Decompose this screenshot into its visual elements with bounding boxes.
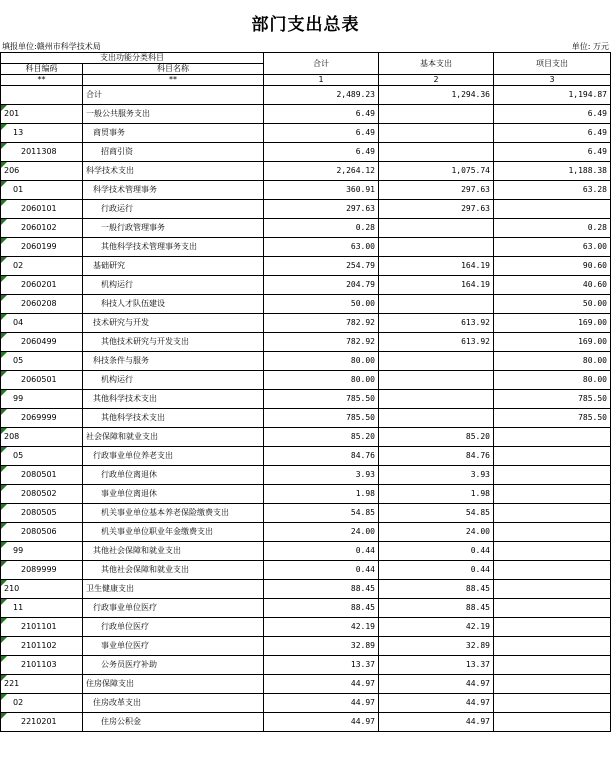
name-cell: 技术研究与开发 — [83, 314, 264, 333]
name-cell: 其他科学技术支出 — [83, 390, 264, 409]
name-cell: 科技人才队伍建设 — [83, 295, 264, 314]
basic-cell: 1,075.74 — [379, 162, 494, 181]
code-cell: 2080501 — [1, 466, 83, 485]
table-row — [1, 162, 611, 181]
header-index-project: 3 — [494, 75, 611, 86]
code-cell: 05 — [1, 352, 83, 371]
project-cell: 63.00 — [494, 238, 611, 257]
total-cell: 84.76 — [264, 447, 379, 466]
total-cell: 6.49 — [264, 105, 379, 124]
total-cell: 88.45 — [264, 580, 379, 599]
code-cell: 2011308 — [1, 143, 83, 162]
name-cell: 一般行政管理事务 — [83, 219, 264, 238]
name-cell: 机关事业单位基本养老保险缴费支出 — [83, 504, 264, 523]
name-cell: 其他社会保障和就业支出 — [83, 561, 264, 580]
total-cell: 297.63 — [264, 200, 379, 219]
code-cell: 2089999 — [1, 561, 83, 580]
code-cell: 2060101 — [1, 200, 83, 219]
total-cell: 3.93 — [264, 466, 379, 485]
total-cell: 360.91 — [264, 181, 379, 200]
basic-cell — [379, 143, 494, 162]
cell-marker-icon — [1, 124, 7, 130]
basic-cell: 297.63 — [379, 200, 494, 219]
project-cell: 90.60 — [494, 257, 611, 276]
table-row — [1, 466, 611, 485]
basic-cell: 0.44 — [379, 542, 494, 561]
basic-cell: 0.44 — [379, 561, 494, 580]
code-cell: 11 — [1, 599, 83, 618]
cell-marker-icon — [1, 390, 7, 396]
code-cell: 2080505 — [1, 504, 83, 523]
project-cell: 169.00 — [494, 333, 611, 352]
code-cell: 2101103 — [1, 656, 83, 675]
total-cell: 63.00 — [264, 238, 379, 257]
cell-marker-icon — [1, 523, 7, 529]
name-cell: 机构运行 — [83, 371, 264, 390]
cell-marker-icon — [1, 295, 7, 301]
name-cell: 其他社会保障和就业支出 — [83, 542, 264, 561]
code-cell: 206 — [1, 162, 83, 181]
project-cell — [494, 656, 611, 675]
table-row — [1, 105, 611, 124]
cell-marker-icon — [1, 447, 7, 453]
project-cell — [494, 428, 611, 447]
reporting-unit-label: 填报单位:赣州市科学技术局 — [2, 42, 101, 51]
table-row — [1, 675, 611, 694]
total-cell: 0.44 — [264, 542, 379, 561]
total-cell: 44.97 — [264, 694, 379, 713]
name-cell: 行政事业单位医疗 — [83, 599, 264, 618]
name-cell: 住房改革支出 — [83, 694, 264, 713]
basic-cell: 1,294.36 — [379, 86, 494, 105]
project-cell: 40.60 — [494, 276, 611, 295]
cell-marker-icon — [1, 561, 7, 567]
header-name: 科目名称 — [83, 64, 264, 75]
project-cell: 1,188.38 — [494, 162, 611, 181]
basic-cell: 3.93 — [379, 466, 494, 485]
total-cell: 80.00 — [264, 371, 379, 390]
table-row — [1, 561, 611, 580]
table-row — [1, 143, 611, 162]
project-cell: 50.00 — [494, 295, 611, 314]
project-cell: 6.49 — [494, 124, 611, 143]
project-cell — [494, 200, 611, 219]
cell-marker-icon — [1, 504, 7, 510]
name-cell: 合计 — [83, 86, 264, 105]
cell-marker-icon — [1, 542, 7, 548]
code-cell: 2060201 — [1, 276, 83, 295]
cell-marker-icon — [1, 675, 7, 681]
total-cell: 254.79 — [264, 257, 379, 276]
code-cell: 2060501 — [1, 371, 83, 390]
code-cell: 99 — [1, 542, 83, 561]
name-cell: 住房保障支出 — [83, 675, 264, 694]
cell-marker-icon — [1, 466, 7, 472]
code-cell: 2080502 — [1, 485, 83, 504]
total-cell: 44.97 — [264, 675, 379, 694]
total-cell: 88.45 — [264, 599, 379, 618]
header-index-total: 1 — [264, 75, 379, 86]
basic-cell: 24.00 — [379, 523, 494, 542]
header-code-star: ** — [1, 75, 83, 86]
name-cell: 招商引资 — [83, 143, 264, 162]
basic-cell: 88.45 — [379, 599, 494, 618]
code-cell: 210 — [1, 580, 83, 599]
project-cell: 80.00 — [494, 352, 611, 371]
cell-marker-icon — [1, 276, 7, 282]
code-cell: 2060102 — [1, 219, 83, 238]
basic-cell: 164.19 — [379, 257, 494, 276]
table-row — [1, 485, 611, 504]
name-cell: 其他技术研究与开发支出 — [83, 333, 264, 352]
currency-unit-label: 单位: 万元 — [571, 42, 609, 51]
header-basic: 基本支出 — [379, 53, 494, 75]
header-name-star: ** — [83, 75, 264, 86]
name-cell: 行政运行 — [83, 200, 264, 219]
cell-marker-icon — [1, 371, 7, 377]
code-cell: 2060208 — [1, 295, 83, 314]
basic-cell: 613.92 — [379, 333, 494, 352]
total-cell: 782.92 — [264, 333, 379, 352]
project-cell — [494, 466, 611, 485]
cell-marker-icon — [1, 333, 7, 339]
code-cell: 13 — [1, 124, 83, 143]
code-cell: 05 — [1, 447, 83, 466]
table-row — [1, 447, 611, 466]
cell-marker-icon — [1, 200, 7, 206]
name-cell: 基础研究 — [83, 257, 264, 276]
header-project: 项目支出 — [494, 53, 611, 75]
total-cell: 80.00 — [264, 352, 379, 371]
basic-cell: 42.19 — [379, 618, 494, 637]
total-cell: 0.28 — [264, 219, 379, 238]
total-cell: 42.19 — [264, 618, 379, 637]
cell-marker-icon — [1, 580, 7, 586]
cell-marker-icon — [1, 656, 7, 662]
basic-cell: 164.19 — [379, 276, 494, 295]
code-cell: 02 — [1, 694, 83, 713]
project-cell: 63.28 — [494, 181, 611, 200]
cell-marker-icon — [1, 637, 7, 643]
code-cell: 99 — [1, 390, 83, 409]
code-cell: 221 — [1, 675, 83, 694]
name-cell: 卫生健康支出 — [83, 580, 264, 599]
name-cell: 其他科学技术管理事务支出 — [83, 238, 264, 257]
project-cell — [494, 713, 611, 732]
expenditure-table — [0, 52, 611, 732]
total-cell: 782.92 — [264, 314, 379, 333]
table-header — [1, 53, 611, 86]
cell-marker-icon — [1, 618, 7, 624]
total-cell: 1.98 — [264, 485, 379, 504]
project-cell — [494, 675, 611, 694]
code-cell: 208 — [1, 428, 83, 447]
cell-marker-icon — [1, 162, 7, 168]
name-cell: 行政单位离退休 — [83, 466, 264, 485]
code-cell: 2060199 — [1, 238, 83, 257]
code-cell: 04 — [1, 314, 83, 333]
table-row — [1, 124, 611, 143]
code-cell: 2101101 — [1, 618, 83, 637]
code-cell: 01 — [1, 181, 83, 200]
basic-cell: 88.45 — [379, 580, 494, 599]
cell-marker-icon — [1, 219, 7, 225]
project-cell — [494, 542, 611, 561]
name-cell: 行政单位医疗 — [83, 618, 264, 637]
code-cell — [1, 86, 83, 105]
table-row — [1, 238, 611, 257]
cell-marker-icon — [1, 314, 7, 320]
total-cell: 85.20 — [264, 428, 379, 447]
basic-cell: 32.89 — [379, 637, 494, 656]
header-total: 合计 — [264, 53, 379, 75]
code-cell: 2080506 — [1, 523, 83, 542]
table-row — [1, 200, 611, 219]
cell-marker-icon — [1, 599, 7, 605]
code-cell: 2101102 — [1, 637, 83, 656]
name-cell: 行政事业单位养老支出 — [83, 447, 264, 466]
cell-marker-icon — [1, 352, 7, 358]
cell-marker-icon — [1, 485, 7, 491]
basic-cell: 44.97 — [379, 694, 494, 713]
total-cell: 785.50 — [264, 409, 379, 428]
basic-cell: 13.37 — [379, 656, 494, 675]
table-row — [1, 314, 611, 333]
total-cell: 13.37 — [264, 656, 379, 675]
name-cell: 机关事业单位职业年金缴费支出 — [83, 523, 264, 542]
cell-marker-icon — [1, 428, 7, 434]
total-cell: 0.44 — [264, 561, 379, 580]
project-cell: 6.49 — [494, 143, 611, 162]
cell-marker-icon — [1, 181, 7, 187]
code-cell: 2210201 — [1, 713, 83, 732]
table-row — [1, 713, 611, 732]
table-row — [1, 409, 611, 428]
name-cell: 社会保障和就业支出 — [83, 428, 264, 447]
table-row — [1, 656, 611, 675]
basic-cell — [379, 124, 494, 143]
project-cell: 785.50 — [494, 409, 611, 428]
project-cell: 785.50 — [494, 390, 611, 409]
project-cell — [494, 637, 611, 656]
project-cell — [494, 523, 611, 542]
table-row — [1, 599, 611, 618]
name-cell: 公务员医疗补助 — [83, 656, 264, 675]
basic-cell: 1.98 — [379, 485, 494, 504]
table-row — [1, 390, 611, 409]
basic-cell — [379, 371, 494, 390]
name-cell: 科学技术管理事务 — [83, 181, 264, 200]
table-row — [1, 219, 611, 238]
table-row — [1, 257, 611, 276]
total-cell: 24.00 — [264, 523, 379, 542]
name-cell: 科技条件与服务 — [83, 352, 264, 371]
project-cell — [494, 694, 611, 713]
project-cell: 0.28 — [494, 219, 611, 238]
total-cell: 32.89 — [264, 637, 379, 656]
header-code: 科目编码 — [1, 64, 83, 75]
cell-marker-icon — [1, 143, 7, 149]
name-cell: 商贸事务 — [83, 124, 264, 143]
project-cell: 169.00 — [494, 314, 611, 333]
total-cell: 6.49 — [264, 124, 379, 143]
total-cell: 2,489.23 — [264, 86, 379, 105]
cell-marker-icon — [1, 409, 7, 415]
table-row — [1, 333, 611, 352]
basic-cell — [379, 352, 494, 371]
name-cell: 事业单位离退休 — [83, 485, 264, 504]
project-cell — [494, 561, 611, 580]
code-cell: 201 — [1, 105, 83, 124]
table-row — [1, 580, 611, 599]
name-cell: 机构运行 — [83, 276, 264, 295]
basic-cell: 84.76 — [379, 447, 494, 466]
cell-marker-icon — [1, 713, 7, 719]
basic-cell: 297.63 — [379, 181, 494, 200]
name-cell: 事业单位医疗 — [83, 637, 264, 656]
basic-cell — [379, 105, 494, 124]
table-body — [1, 86, 611, 732]
total-cell: 785.50 — [264, 390, 379, 409]
table-row — [1, 181, 611, 200]
table-row — [1, 504, 611, 523]
name-cell: 一般公共服务支出 — [83, 105, 264, 124]
cell-marker-icon — [1, 257, 7, 263]
project-cell — [494, 485, 611, 504]
table-row — [1, 86, 611, 105]
basic-cell — [379, 219, 494, 238]
project-cell — [494, 504, 611, 523]
total-cell: 204.79 — [264, 276, 379, 295]
table-row — [1, 618, 611, 637]
table-row — [1, 523, 611, 542]
header-index-basic: 2 — [379, 75, 494, 86]
table-row — [1, 276, 611, 295]
project-cell: 6.49 — [494, 105, 611, 124]
name-cell: 住房公积金 — [83, 713, 264, 732]
name-cell: 其他科学技术支出 — [83, 409, 264, 428]
table-row — [1, 428, 611, 447]
basic-cell — [379, 238, 494, 257]
cell-marker-icon — [1, 105, 7, 111]
table-row — [1, 352, 611, 371]
basic-cell: 85.20 — [379, 428, 494, 447]
project-cell — [494, 599, 611, 618]
basic-cell: 44.97 — [379, 713, 494, 732]
basic-cell — [379, 409, 494, 428]
basic-cell: 44.97 — [379, 675, 494, 694]
table-row — [1, 295, 611, 314]
name-cell: 科学技术支出 — [83, 162, 264, 181]
table-row — [1, 371, 611, 390]
project-cell — [494, 618, 611, 637]
total-cell: 54.85 — [264, 504, 379, 523]
table-row — [1, 694, 611, 713]
basic-cell: 54.85 — [379, 504, 494, 523]
project-cell — [494, 580, 611, 599]
page-title: 部门支出总表 — [251, 15, 360, 35]
basic-cell — [379, 295, 494, 314]
header-function-category: 支出功能分类科目 — [1, 53, 264, 64]
table-row — [1, 637, 611, 656]
basic-cell — [379, 390, 494, 409]
code-cell: 2060499 — [1, 333, 83, 352]
project-cell: 1,194.87 — [494, 86, 611, 105]
code-cell: 02 — [1, 257, 83, 276]
basic-cell: 613.92 — [379, 314, 494, 333]
cell-marker-icon — [1, 238, 7, 244]
total-cell: 44.97 — [264, 713, 379, 732]
project-cell: 80.00 — [494, 371, 611, 390]
table-row — [1, 542, 611, 561]
total-cell: 6.49 — [264, 143, 379, 162]
total-cell: 50.00 — [264, 295, 379, 314]
total-cell: 2,264.12 — [264, 162, 379, 181]
code-cell: 2069999 — [1, 409, 83, 428]
project-cell — [494, 447, 611, 466]
cell-marker-icon — [1, 694, 7, 700]
